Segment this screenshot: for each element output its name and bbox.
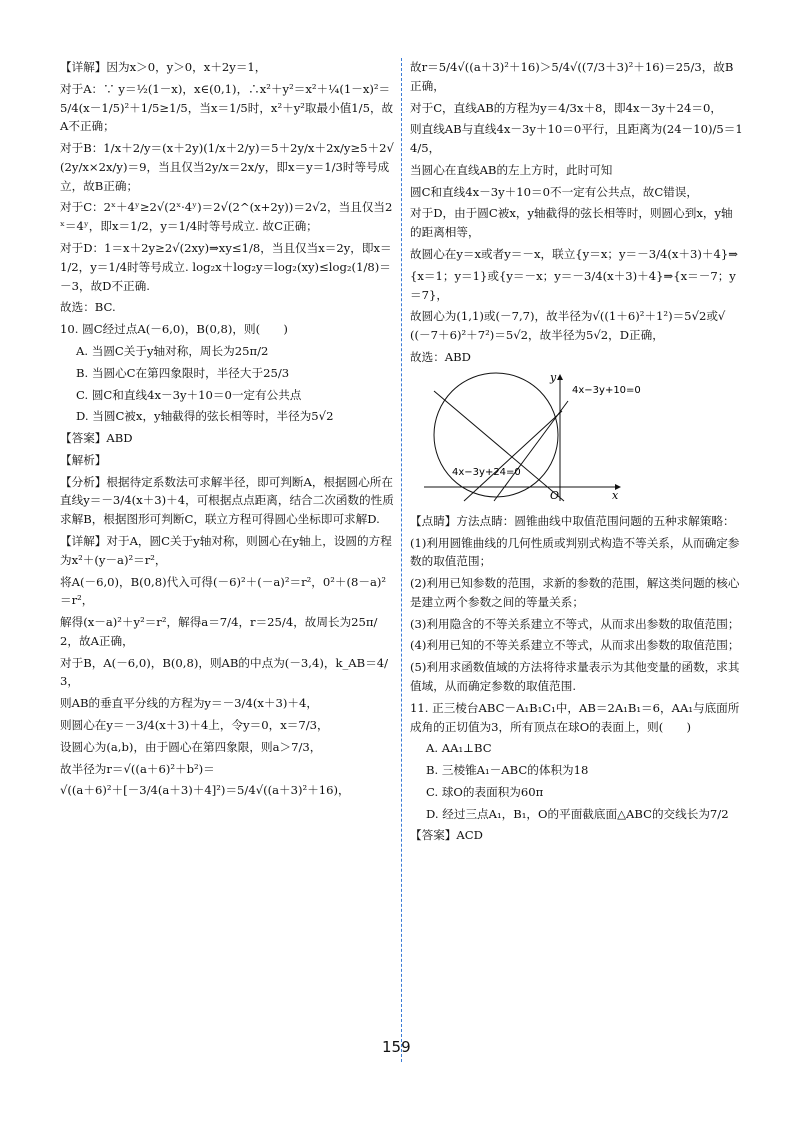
option-text: D. 当圆C被x，y轴截得的弦长相等时，半径为5√2 <box>76 409 334 424</box>
left-paragraph: 将A(－6,0)，B(0,8)代入可得(－6)²＋(－a)²＝r²，0²＋(8－a)²＝r²， <box>60 574 387 608</box>
right-paragraph: 圆C和直线4x－3y＋10＝0不一定有公共点，故C错误， <box>410 184 698 199</box>
option-text: B. 当圆心C在第四象限时，半径大于25/3 <box>76 365 290 380</box>
right-paragraph: 【答案】ACD <box>410 828 483 843</box>
left-paragraph: 对于B，A(－6,0)，B(0,8)，则AB的中点为(－3,4)，k_AB＝4/3， <box>60 655 389 689</box>
left-paragraph: 对于D：1＝x＋2y≥2√(2xy)⇒xy≤1/8，当且仅当x＝2y，即x＝1/2，y＝1/4时等号成立. log₂x＋log₂y＝log₂(xy)≤log₂(1/8)＝－3，故D不正确. <box>60 241 392 293</box>
right-paragraph: 故圆心在y＝x或者y＝－x，联立{y＝x；y＝－3/4(x＋3)＋4}⇒ <box>410 247 738 262</box>
axis-x-label: x <box>612 488 619 502</box>
right-paragraph: 故r＝5/4√((a＋3)²＋16)＞5/4√((7/3＋3)²＋16)＝25/3，故B正确， <box>410 60 734 93</box>
right-paragraph: (4)利用已知的不等关系建立不等式，从而求出参数的取值范围； <box>410 638 740 653</box>
right-column-bottom <box>410 512 744 846</box>
option-text: C. 圆C和直线4x－3y＋10＝0一定有公共点 <box>76 387 302 402</box>
right-paragraph: 对于D，由于圆C被x，y轴截得的弦长相等时，则圆心到x，y轴的距离相等， <box>410 206 733 240</box>
left-paragraph: 故选：BC. <box>60 300 116 315</box>
column-divider <box>401 58 402 1062</box>
right-paragraph: 【点睛】方法点睛：圆锥曲线中取值范围问题的五种求解策略： <box>410 513 735 528</box>
left-paragraph: 【解析】 <box>60 452 107 467</box>
right-paragraph: 对于C，直线AB的方程为y＝4/3x＋8，即4x－3y＋24＝0， <box>410 100 722 115</box>
page-number: 159 <box>382 1038 411 1056</box>
right-paragraph: {x＝1；y＝1}或{y＝－x；y＝－3/4(x＋3)＋4}⇒{x＝－7；y＝7}， <box>410 268 736 302</box>
left-paragraph: 对于B：1/x＋2/y＝(x＋2y)(1/x＋2/y)＝5＋2y/x＋2x/y≥5＋2√(2y/x×2x/y)＝9，当且仅当2y/x＝2x/y，即x＝y＝1/3时等号成立，故B正确； <box>60 141 394 193</box>
line-4x-3y-10 <box>434 391 564 501</box>
option-text: A. 当圆C关于y轴对称，周长为25π/2 <box>76 343 269 358</box>
left-column <box>60 58 394 1072</box>
right-paragraph: 当圆心在直线AB的左上方时，此时可知 <box>410 162 613 177</box>
option-text: C. 球O的表面积为60π <box>426 784 544 799</box>
right-paragraph: (3)利用隐含的不等关系建立不等式，从而求出参数的取值范围； <box>410 616 740 631</box>
question-text: 11. 正三棱台ABC－A₁B₁C₁中，AB＝2A₁B₁＝6，AA₁与底面所成角的正切值为3，所有顶点在球O的表面上，则( ) <box>410 700 740 734</box>
left-paragraph: 解得(x－a)²＋y²＝r²，解得a＝7/4，r＝25/4，故周长为25π/2，故A正确， <box>60 615 378 648</box>
axis-y-label: y <box>550 370 557 384</box>
left-paragraph: √((a＋6)²＋[－3/4(a＋3)＋4]²)＝5/4√((a＋3)²＋16)， <box>60 783 350 798</box>
option-text: B. 三棱锥A₁－ABC的体积为18 <box>426 763 589 778</box>
right-paragraph: 故圆心为(1,1)或(－7,7)，故半径为√((1＋6)²＋1²)＝5√2或√((－7＋6)²＋7²)＝5√2，故半径为5√2，D正确， <box>410 309 726 343</box>
circle-c <box>434 370 558 497</box>
option-text: D. 经过三点A₁，B₁，O的平面截底面△ABC的交线长为7/2 <box>426 806 729 821</box>
left-paragraph: 对于C：2ˣ＋4ʸ≥2√(2ˣ·4ʸ)＝2√(2^(x+2y))＝2√2，当且仅当2ˣ＝4ʸ，即x＝1/2，y＝1/4时等号成立. 故C正确； <box>60 200 393 234</box>
right-paragraph: (2)利用已知参数的范围，求新的参数的范围，解这类问题的核心是建立两个参数之间的等量关系； <box>410 576 740 609</box>
left-paragraph: 则AB的垂直平分线的方程为y＝－3/4(x＋3)＋4， <box>60 696 318 711</box>
left-paragraph: 设圆心为(a,b)，由于圆心在第四象限，则a＞7/3， <box>60 739 322 754</box>
label-line-10: 4x−3y+10=0 <box>572 384 641 396</box>
left-paragraph: 【详解】对于A，圆C关于y轴对称，则圆心在y轴上，设圆的方程为x²＋(y－a)²＝r²， <box>60 533 392 567</box>
left-paragraph: 【分析】根据待定系数法可求解半径，即可判断A，根据圆心所在直线y＝－3/4(x＋3)＋4，可根据点点距离，结合二次函数的性质求解B，根据图形可判断C，联立方程可得圆心坐标即可求解D. <box>60 474 394 527</box>
origin-label: O <box>550 488 560 502</box>
right-paragraph: 故选：ABD <box>410 349 471 364</box>
right-paragraph: (1)利用圆锥曲线的几何性质或判别式构造不等关系，从而确定参数的取值范围； <box>410 535 740 569</box>
circle-figure <box>424 371 744 506</box>
left-paragraph: 则圆心在y＝－3/4(x＋3)＋4上，令y＝0，x＝7/3， <box>60 718 329 732</box>
left-paragraph: 【答案】ABD <box>60 431 133 446</box>
right-paragraph: 则直线AB与直线4x－3y＋10＝0平行，且距离为(24－10)/5＝14/5， <box>410 122 743 156</box>
option-text: A. AA₁⊥BC <box>426 741 492 756</box>
question-text: 10. 圆C经过点A(－6,0)，B(0,8)，则( ) <box>60 322 288 337</box>
left-paragraph: 对于A：∵ y＝½(1－x)，x∈(0,1)，∴x²＋y²＝x²＋¼(1－x)²＝5/4(x－1/5)²＋1/5≥1/5，当x＝1/5时，x²＋y²取最小值1/5，故A不正确； <box>60 81 394 134</box>
left-paragraph: 故半径为r＝√((a＋6)²＋b²)＝ <box>60 761 215 776</box>
right-column <box>410 58 744 1072</box>
right-paragraph: (5)利用求函数值域的方法将待求量表示为其他变量的函数，求其值域，从而确定参数的取值范围. <box>410 660 740 693</box>
circle-diagram <box>424 370 641 503</box>
left-paragraph: 【详解】因为x＞0，y＞0，x＋2y＝1， <box>60 60 267 74</box>
label-line-24: 4x−3y+24=0 <box>452 466 521 478</box>
right-column-top <box>410 58 744 367</box>
